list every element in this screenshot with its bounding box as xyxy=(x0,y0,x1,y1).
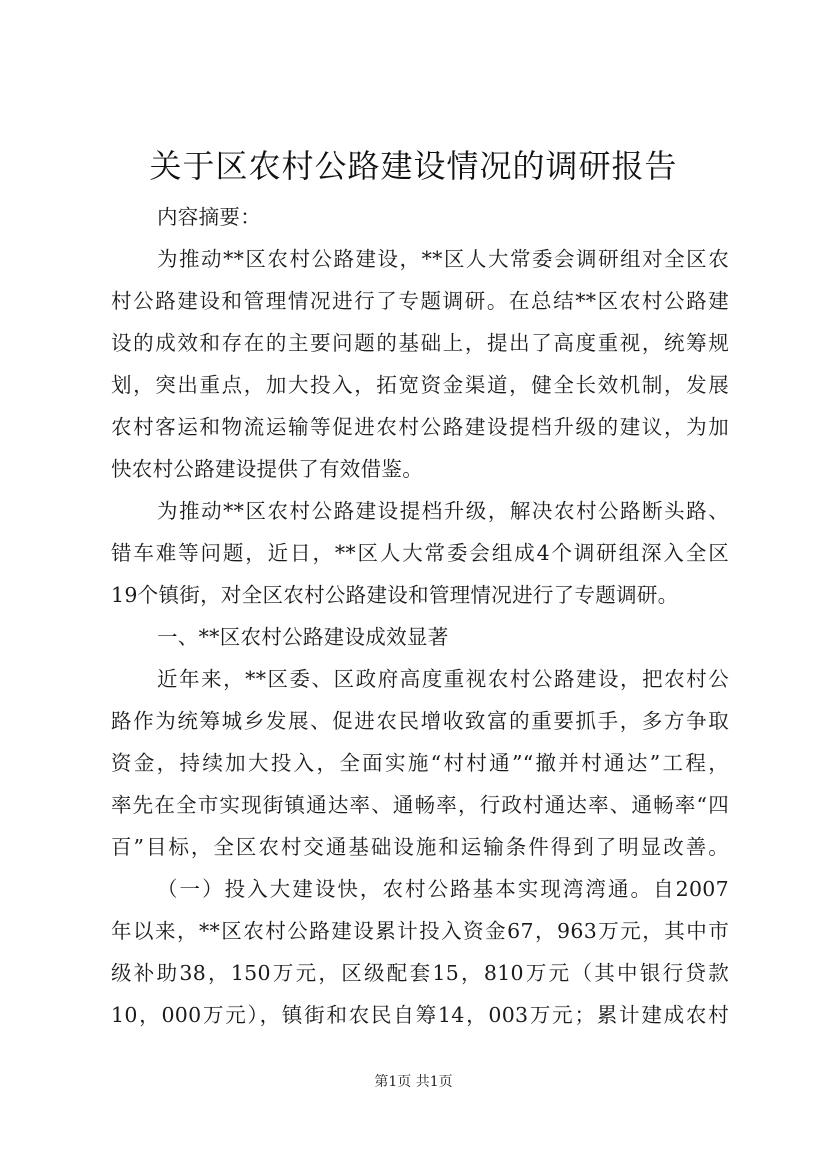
text-line: 率先在全市实现街镇通达率、通畅率，行政村通达率、通畅率“四 xyxy=(111,793,729,817)
document-body xyxy=(111,196,729,1036)
page-footer: 第1页 共1页 xyxy=(374,1074,453,1090)
text-line: 10，000万元），镇街和农民自筹14，003万元；累计建成农村 xyxy=(111,1003,729,1027)
text-line: 19个镇街，对全区农村公路建设和管理情况进行了专题调研。 xyxy=(111,583,679,607)
text-line: 设的成效和存在的主要问题的基础上，提出了高度重视，统筹规 xyxy=(111,331,729,355)
abstract-heading: 内容摘要： xyxy=(157,205,261,229)
text-line: 为推动**区农村公路建设，**区人大常委会调研组对全区农 xyxy=(157,247,729,271)
text-line: 年以来，**区农村公路建设累计投入资金67，963万元，其中市 xyxy=(111,919,729,943)
section-heading: 一、**区农村公路建设成效显著 xyxy=(157,625,449,649)
text-line: 为推动**区农村公路建设提档升级，解决农村公路断头路、 xyxy=(157,499,729,523)
text-line: 资金，持续加大投入，全面实施“村村通”“撤并村通达”工程， xyxy=(111,751,729,775)
text-line: 快农村公路建设提供了有效借鉴。 xyxy=(111,457,423,481)
text-line: 近年来，**区委、区政府高度重视农村公路建设，把农村公 xyxy=(157,667,729,691)
text-line: 划，突出重点，加大投入，拓宽资金渠道，健全长效机制，发展 xyxy=(111,373,729,397)
text-line: 路作为统筹城乡发展、促进农民增收致富的重要抓手，多方争取 xyxy=(111,709,729,733)
text-line: （一）投入大建设快，农村公路基本实现湾湾通。自2007 xyxy=(157,877,729,901)
text-line: 农村客运和物流运输等促进农村公路建设提档升级的建议，为加 xyxy=(111,415,729,439)
document-title: 关于区农村公路建设情况的调研报告 xyxy=(149,147,678,185)
text-line: 百”目标，全区农村交通基础设施和运输条件得到了明显改善。 xyxy=(111,835,729,859)
text-line: 级补助38，150万元，区级配套15，810万元（其中银行贷款 xyxy=(111,961,729,985)
text-line: 村公路建设和管理情况进行了专题调研。在总结**区农村公路建 xyxy=(111,289,729,313)
text-line: 错车难等问题，近日，**区人大常委会组成4个调研组深入全区 xyxy=(111,541,729,565)
